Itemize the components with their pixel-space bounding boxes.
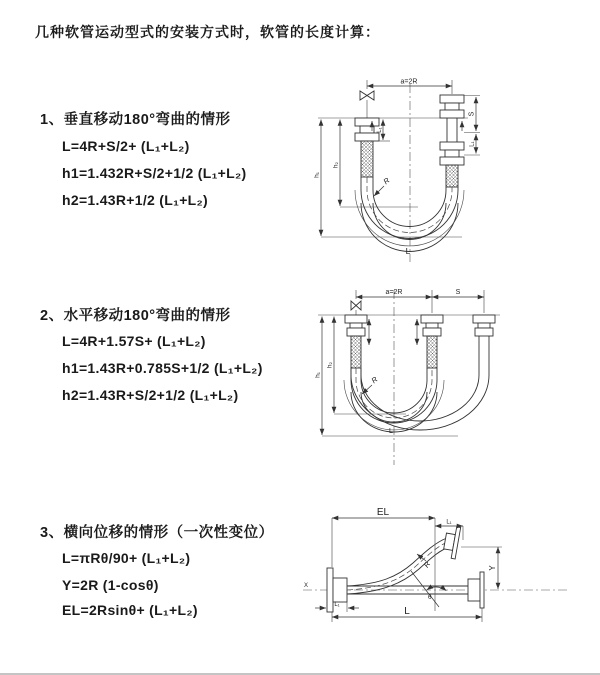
theta-label: θ [428,594,432,601]
dim-y-label: Y [488,565,497,571]
diagram-lateral-displacement [295,500,600,660]
section2-formula-h1: h1=1.43R+0.785S+1/2 (L₁+L₂) [62,360,263,376]
dimension-lines [315,289,485,436]
right-pipe-fitting [440,95,464,187]
section3-formula-y: Y=2R (1-cosθ) [62,577,159,593]
dim-h2-label: h₂ [326,361,334,369]
dim-a2r-label: a=2R [385,289,403,296]
section1-formula-h2: h2=1.43R+1/2 (L₁+L₂) [62,192,209,208]
dim-l-label: L [404,606,410,617]
section1-heading: 1、垂直移动180°弯曲的情形 [40,112,231,128]
hose-u-bend [355,177,464,251]
page-title: 几种软管运动型式的安装方式时，软管的长度计算： [35,24,380,40]
radius-label: R [381,175,392,187]
section3-formula-l: L=πRθ/90+ (L₁+L₂) [62,550,191,566]
section3-formula-el: EL=2Rsinθ+ (L₁+L₂) [62,602,198,618]
dim-s-label: S [455,289,461,296]
hose-u-bends [344,336,489,432]
diagram-vertical-180-bend [310,70,600,265]
dim-el-label: EL [376,507,390,518]
dimension-lines [315,507,502,622]
dim-s-label: S [468,111,476,117]
axis-mark-label: X [304,583,309,589]
diagram-horizontal-180-bend [310,280,600,475]
radius-label: R [421,559,433,570]
dim-h1-label: h₁ [314,372,322,378]
radius-label: R [369,374,380,386]
section2-formula-l: L=4R+1.57S+ (L₁+L₂) [62,333,206,349]
pipe-fittings [345,315,495,368]
valve-icon [360,91,374,118]
section3-heading: 3、横向位移的情形（一次性变位） [40,525,274,541]
displaced-flange-fitting [442,525,460,559]
length-label: L [389,428,393,435]
displaced-hose-s-curve [347,525,461,594]
dim-l1-top-label: L₁ [446,519,452,526]
section2-heading: 2、水平移动180°弯曲的情形 [40,308,231,324]
section1-formula-h1: h1=1.432R+S/2+1/2 (L₁+L₂) [62,165,247,181]
left-pipe-fitting [355,118,379,177]
dim-l1-bottom-label: L₁ [334,602,340,608]
dim-h1-label: h₁ [313,172,321,178]
dim-l1-left-label: L₁ [377,127,383,133]
section1-formula-l: L=4R+S/2+ (L₁+L₂) [62,138,190,154]
valve-icon [351,301,361,315]
section2-formula-h2: h2=1.43R+S/2+1/2 (L₁+L₂) [62,387,239,403]
dim-a2r-label: a=2R [400,78,418,86]
length-label: L [405,246,411,256]
dim-l1-right-label: L₁ [469,141,476,147]
dim-h2-label: h₂ [332,161,340,169]
